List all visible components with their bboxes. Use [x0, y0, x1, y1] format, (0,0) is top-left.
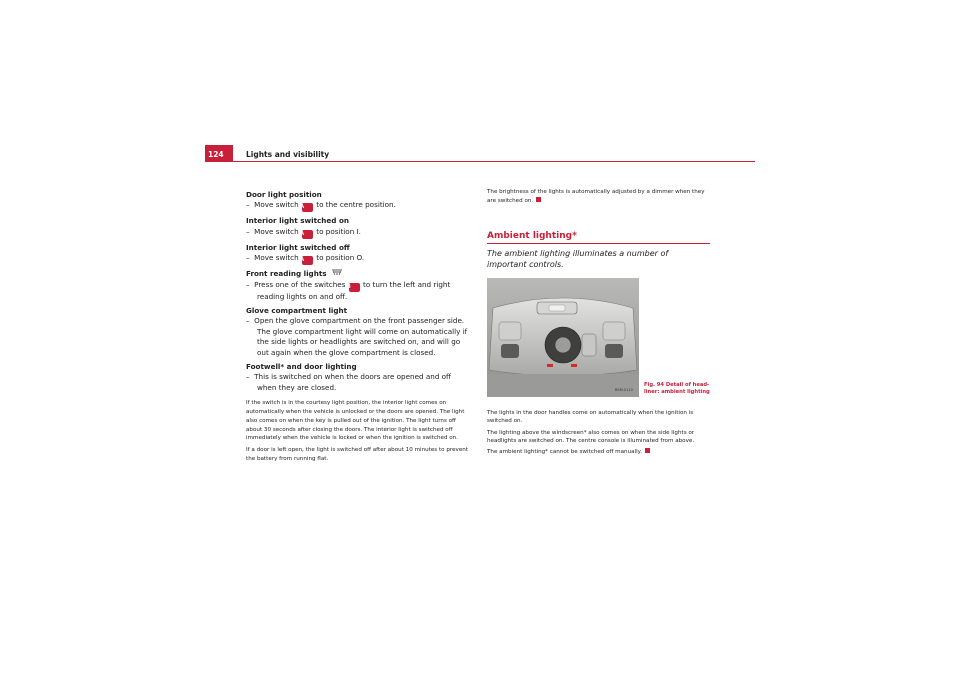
switch-a-badge: A [302, 203, 313, 212]
glove-light-step: – Open the glove compartment on the front passenger side. The glove compartment light will come on automatically if the side lights or headlights are switched on, and will go out again when the glove compartment is closed. [246, 316, 468, 357]
page-number: 124 [208, 150, 224, 159]
door-light-step: – Move switch A to the centre position. [246, 200, 396, 211]
section-title: Ambient lighting* [487, 231, 577, 241]
figure-caption: Fig. 94 Detail of head-liner: ambient lighting [644, 382, 710, 395]
battery-note: If a door is left open, the light is switched off after about 10 minutes to prevent the battery from running flat. [246, 447, 469, 463]
end-mark [645, 448, 650, 453]
light-on-heading: Interior light switched on [246, 216, 349, 226]
footwell-step: – This is switched on when the doors are opened and off when they are closed. [246, 372, 452, 392]
switch-a-badge: A [302, 256, 313, 265]
switch-a-badge: A [302, 230, 313, 239]
page-header-title: Lights and visibility [246, 150, 330, 159]
reading-light-icon [331, 269, 343, 276]
door-light-heading: Door light position [246, 190, 322, 199]
section-subtitle: The ambient lighting illuminates a number of important controls. [487, 249, 669, 269]
light-on-step: – Move switch A to position I. [246, 226, 361, 237]
light-off-heading: Interior light switched off [246, 242, 350, 252]
left-column [246, 186, 472, 467]
reading-lights-step: – Press one of the switches B to turn the left and right reading lights on and off. [246, 279, 451, 301]
footwell-heading: Footwell* and door lighting [246, 362, 357, 372]
headliner-photo [487, 278, 639, 397]
courtesy-note: If the switch is in the courtesy light position, the interior light comes on automatically when the vehicle is unlocked or the doors are opened. The light also comes on when the key is pulled out of the ignition. The light turns off about 30 seconds after closing the doors. The interior light is switched off immediately when the vehicle is locked or when the ignition is switched on. [246, 400, 465, 442]
manual-off-paragraph: The ambient lighting* cannot be switched off manually. [487, 448, 709, 456]
switch-b-badge: B [349, 283, 360, 292]
dimmer-paragraph: The brightness of the lights is automatically adjusted by a dimmer when they are switched on. [487, 189, 705, 204]
windscreen-paragraph: The lighting above the windscreen* also comes on when the side lights or headlights are switched on. The centre console is illuminated from above. [487, 429, 695, 444]
glove-light-heading: Glove compartment light [246, 306, 348, 316]
end-mark [536, 197, 541, 202]
headliner-figure [487, 278, 639, 397]
figure-code: B5M-0110 [615, 388, 633, 392]
reading-lights-heading: Front reading lights [246, 269, 472, 279]
note-block [246, 399, 472, 464]
ambient-body [487, 409, 709, 459]
light-off-step: – Move switch A to position O. [246, 253, 365, 264]
section-rule [487, 243, 710, 244]
header-rule [205, 161, 755, 162]
door-handle-paragraph: The lights in the door handles come on automatically when the ignition is switched on. [487, 410, 694, 425]
